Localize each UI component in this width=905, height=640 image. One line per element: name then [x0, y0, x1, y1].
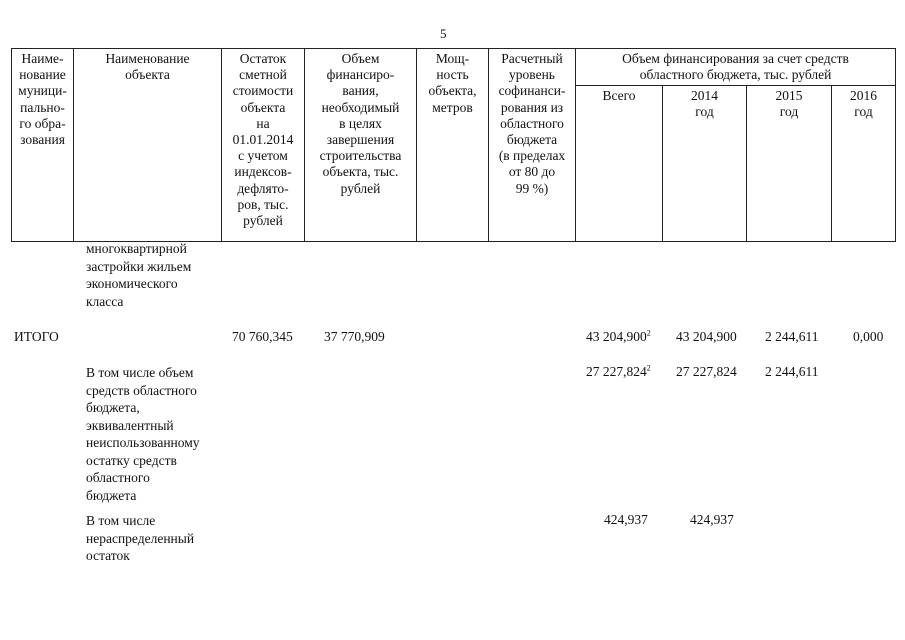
- header-2014: 2014 год: [663, 86, 747, 242]
- total-2016: 0,000: [853, 329, 884, 344]
- header-2016: 2016 год: [832, 86, 896, 242]
- footnote-mark: 2: [646, 363, 651, 373]
- including-unallocated-label: В том числе нераспределенный остаток: [86, 513, 195, 563]
- including-equivalent-sum: 27 227,824$^2$: [586, 363, 651, 379]
- header-regional-budget-group: Объем финансирования за счет средств областного бюджета, тыс. рублей: [576, 49, 896, 86]
- including-unallocated-2014: 424,937: [690, 512, 734, 527]
- header-2015: 2015 год: [747, 86, 832, 242]
- header-financing-needed: Объем финансиро- вания, необходимый в целях завершения строительства объекта, тыс. рублей: [305, 49, 417, 242]
- object-name-continuation: многоквартирной застройки жильем экономического класса: [86, 241, 192, 309]
- table-header: [11, 48, 896, 242]
- including-equivalent-2015: 2 244,611: [765, 364, 819, 379]
- including-equivalent-label: В том числе объем средств областного бюджета, эквивалентный неиспользованному остатку средств областного бюджета: [86, 365, 200, 503]
- total-remaining-cost: 70 760,345: [232, 329, 293, 344]
- header-total: Всего: [576, 86, 663, 242]
- footnote-mark: 2: [646, 328, 651, 338]
- total-sum: 43 204,900$^2$: [586, 328, 651, 344]
- header-municipality: Наиме- нование муници- пально- го обра- зования: [12, 49, 74, 242]
- page-number: 5: [440, 26, 447, 41]
- header-object-name: Наименование объекта: [74, 49, 222, 242]
- including-unallocated-sum: 424,937: [604, 512, 648, 527]
- total-label: ИТОГО: [14, 329, 59, 344]
- total-2014: 43 204,900: [676, 329, 737, 344]
- header-cofinancing-level: Расчетный уровень софинанси- рования из областного бюджета (в пределах от 80 до 99 %): [489, 49, 576, 242]
- total-2015: 2 244,611: [765, 329, 819, 344]
- including-equivalent-2014: 27 227,824: [676, 364, 737, 379]
- header-capacity: Мощ- ность объекта, метров: [417, 49, 489, 242]
- total-financing-needed: 37 770,909: [324, 329, 385, 344]
- header-remaining-cost: Остаток сметной стоимости объекта на 01.01.2014 с учетом индексов- дефлято- ров, тыс. рублей: [222, 49, 305, 242]
